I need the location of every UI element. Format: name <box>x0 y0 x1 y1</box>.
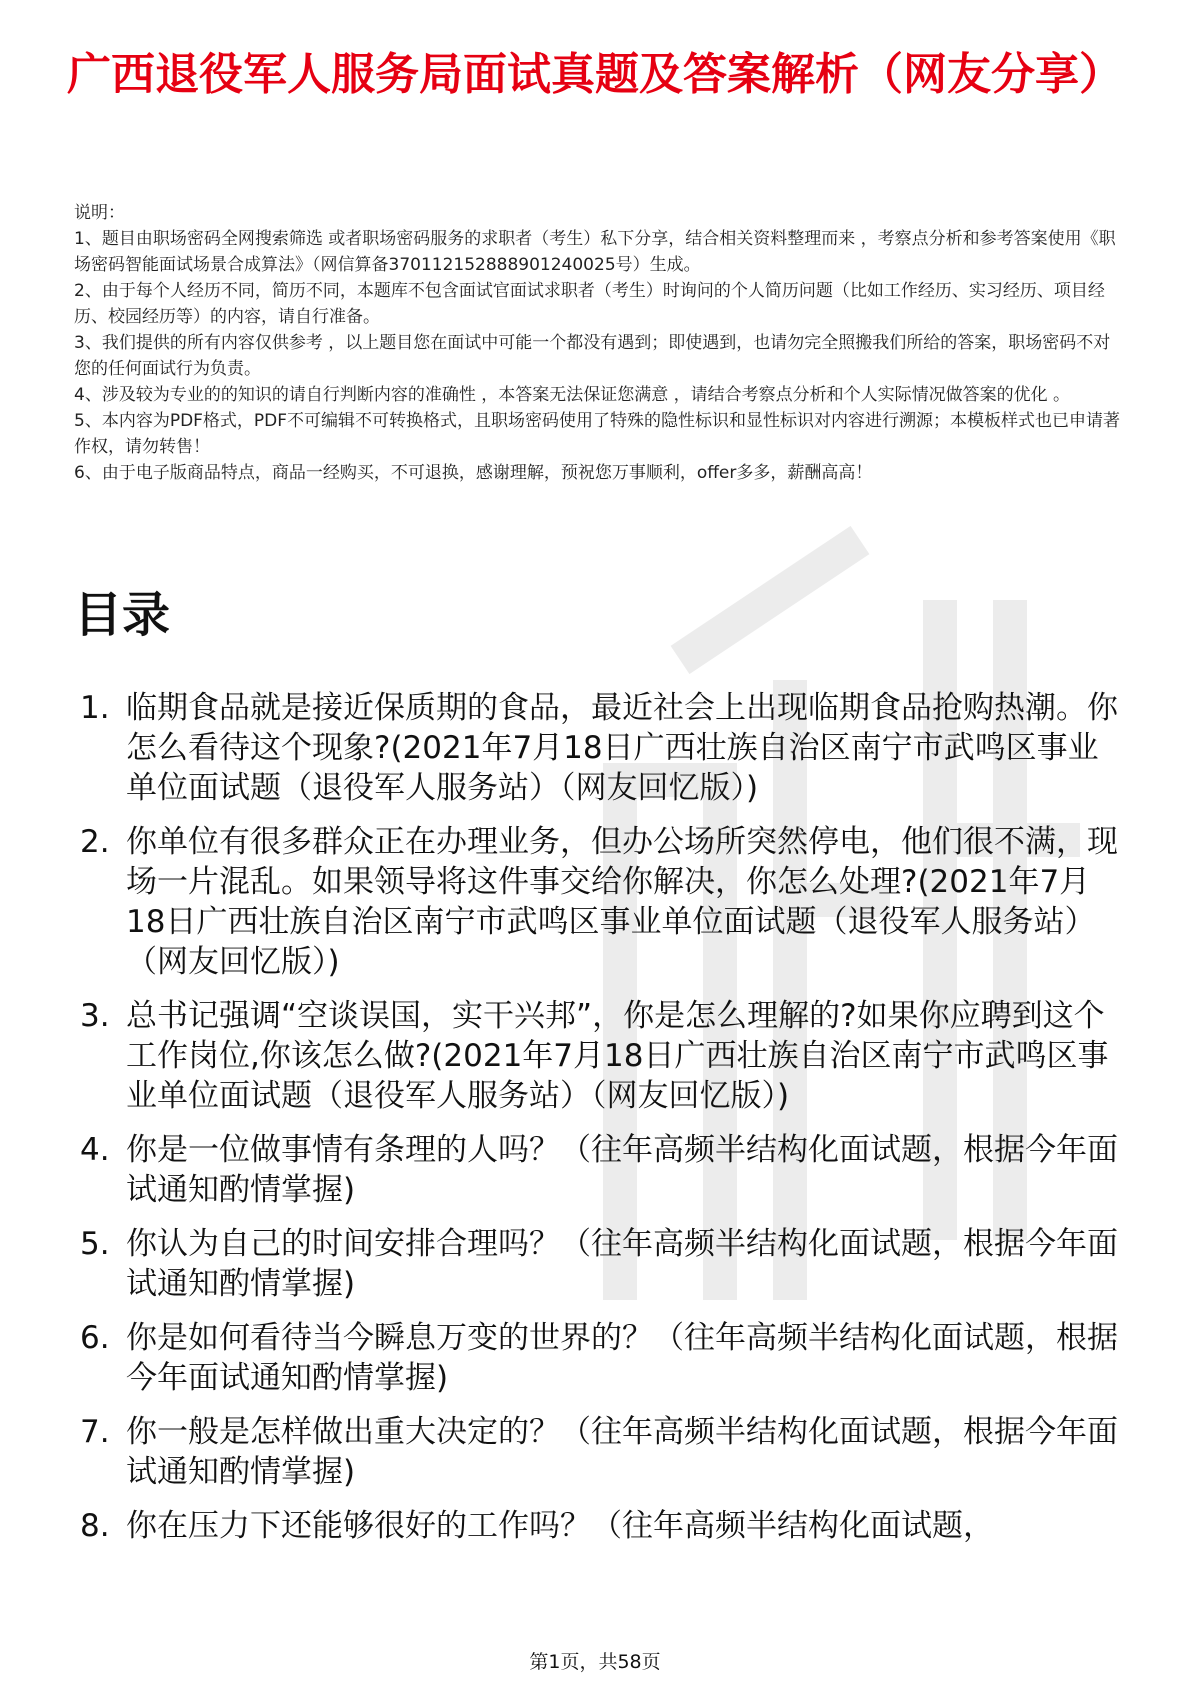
toc-item-text: 临期食品就是接近保质期的食品，最近社会上出现临期食品抢购热潮。你怎么看待这个现象?(2021年7月18日广西壮族自治区南宁市武鸣区事业单位面试题（退役军人服务站）（网友回忆版）) <box>126 690 1118 806</box>
toc-item-number: 3. <box>80 998 110 1034</box>
toc-item-text: 你单位有很多群众正在办理业务，但办公场所突然停电，他们很不满，现场一片混乱。如果领导将这件事交给你解决，你怎么处理?(2021年7月18日广西壮族自治区南宁市武鸣区事业单位面试题（退役军人服务站）（网友回忆版）) <box>126 824 1118 980</box>
toc-heading: 目录 <box>74 587 171 643</box>
toc-item[interactable] <box>80 1130 1125 1210</box>
toc-item-text: 你一般是怎样做出重大决定的？（往年高频半结构化面试题，根据今年面试通知酌情掌握) <box>126 1414 1118 1490</box>
toc-item-number: 8. <box>80 1508 110 1544</box>
toc-item-number: 7. <box>80 1414 110 1450</box>
document-title: 广西退役军人服务局面试真题及答案解析（网友分享） <box>67 49 1123 100</box>
note-item: 1、题目由职场密码全网搜索筛选 或者职场密码服务的求职者（考生）私下分享，结合相关资料整理而来 ，考察点分析和参考答案使用《职场密码智能面试场景合成算法》（网信算备370112152888901240025号）生成。 <box>74 229 1116 275</box>
toc-item[interactable] <box>80 1318 1125 1398</box>
page-footer: 第1页，共58页 <box>529 1651 661 1673</box>
note-item: 6、由于电子版商品特点，商品一经购买，不可退换，感谢理解，预祝您万事顺利，offer多多，薪酬高高！ <box>74 463 873 483</box>
toc-item-number: 4. <box>80 1132 110 1168</box>
toc-list <box>80 688 1125 1560</box>
notes-heading: 说明： <box>74 203 125 223</box>
note-item: 3、我们提供的所有内容仅供参考 ，以上题目您在面试中可能一个都没有遇到；即使遇到，也请勿完全照搬我们所给的答案，职场密码不对您的任何面试行为负责。 <box>74 333 1111 379</box>
toc-item-number: 1. <box>80 690 110 726</box>
toc-item[interactable] <box>80 688 1125 808</box>
note-item: 5、本内容为PDF格式，PDF不可编辑不可转换格式，且职场密码使用了特殊的隐性标识和显性标识对内容进行溯源；本模板样式也已申请著作权，请勿转售！ <box>74 411 1121 457</box>
toc-item[interactable] <box>80 1506 1125 1546</box>
toc-item-text: 总书记强调“空谈误国，实干兴邦”，你是怎么理解的?如果你应聘到这个工作岗位,你该怎么做?(2021年7月18日广西壮族自治区南宁市武鸣区事业单位面试题（退役军人服务站）（网友回忆版）) <box>126 998 1109 1114</box>
toc-item[interactable] <box>80 996 1125 1116</box>
toc-item-text: 你是一位做事情有条理的人吗？（往年高频半结构化面试题，根据今年面试通知酌情掌握) <box>126 1132 1118 1208</box>
toc-item[interactable] <box>80 822 1125 982</box>
toc-item[interactable] <box>80 1224 1125 1304</box>
toc-item[interactable] <box>80 1412 1125 1492</box>
toc-item-text: 你在压力下还能够很好的工作吗？（往年高频半结构化面试题， <box>126 1508 994 1544</box>
toc-item-number: 6. <box>80 1320 110 1356</box>
note-item: 2、由于每个人经历不同，简历不同，本题库不包含面试官面试求职者（考生）时询问的个人简历问题（比如工作经历、实习经历、项目经历、校园经历等）的内容，请自行准备。 <box>74 281 1105 327</box>
notes-section <box>74 200 1124 486</box>
toc-item-text: 你是如何看待当今瞬息万变的世界的？（往年高频半结构化面试题，根据今年面试通知酌情掌握) <box>126 1320 1118 1396</box>
toc-item-number: 5. <box>80 1226 110 1262</box>
note-item: 4、涉及较为专业的的知识的请自行判断内容的准确性 ，本答案无法保证您满意 ，请结合考察点分析和个人实际情况做答案的优化 。 <box>74 385 1071 405</box>
toc-item-text: 你认为自己的时间安排合理吗？（往年高频半结构化面试题，根据今年面试通知酌情掌握) <box>126 1226 1118 1302</box>
toc-item-number: 2. <box>80 824 110 860</box>
